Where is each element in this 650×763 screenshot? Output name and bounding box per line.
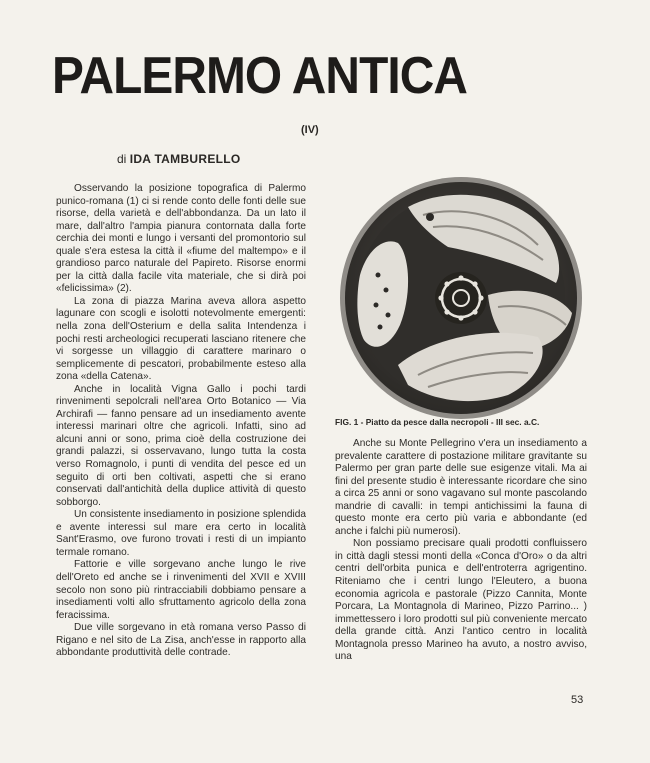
byline-prefix: di <box>117 152 127 166</box>
page-number: 53 <box>571 694 584 706</box>
paragraph: Osservando la posizione topografica di Palermo punico-romana (1) ci si rende conto delle fonti delle sue risorse, della varietà e dell'abbondanza. Da un lato il mare, dall'altro l'ampia pianura contornata dalla forte cerchia dei monti e lungo i versanti del promontorio sul quale s'era estesa la città il «fiume del maltempo» e il grandioso parco naturale del Papireto. Risorse enormi per la città dalla facile vita materiale, che si dirà poi «felicissima» (2). <box>56 183 306 295</box>
article-title: PALERMO ANTICA <box>52 47 468 105</box>
right-text-column <box>335 438 587 664</box>
paragraph: Anche in località Vigna Gallo i pochi tardi rinvenimenti sepolcrali nell'area Orto Botanico — Via Archirafi — fanno pensare ad un insediamento avente interessi marinari oltre che agricoli. Infatti, sino ad alcuni anni or sono, prima cioè della costruzione dei grandi palazzi, si osservavano, lungo tutta la costa verso Romagnolo, i punti di vendita del pesce ed un seguito di orti ben coltivati, aspetti che si erano conservati dall'antichità della duplice attività di questo sobborgo. <box>56 383 306 508</box>
paragraph: Fattorie e ville sorgevano anche lungo le rive dell'Oreto ed anche se i rinvenimenti del XVII e XVIII secolo non sono più rintracciabili dobbiamo pensare a insediamenti volti allo sfruttamento agricolo della zona feracissima. <box>56 559 306 621</box>
article-part-number: (IV) <box>301 124 319 136</box>
author-name: IDA TAMBURELLO <box>129 152 241 166</box>
byline <box>117 152 241 166</box>
left-text-column <box>56 183 306 660</box>
fish-plate-photo <box>338 175 584 421</box>
figure-caption: FIG. 1 - Piatto da pesce dalla necropoli - III sec. a.C. <box>335 417 540 427</box>
paragraph: La zona di piazza Marina aveva allora aspetto lagunare con scogli e isolotti notevolmente emergenti: nella zona dell'Osterium e della salita Intendenza i pochi resti archeologici recuperati lasciano ritenere che vi sorgesse un villaggio di carattere marinaro o semplicemente di pescatori, probabilmente esteso alla zona «della Catena». <box>56 295 306 383</box>
paragraph: Un consistente insediamento in posizione splendida e avente interessi sul mare era certo in località Sant'Erasmo, ove furono trovati i resti di un impianto termale romano. <box>56 509 306 558</box>
paragraph: Anche su Monte Pellegrino v'era un insediamento a prevalente carattere di postazione militare gravitante su Palermo per gran parte delle sue esigenze vitali. Ma ai fini del presente studio è interessante ricordare che sino a circa 25 anni or sono vagavano sul monte pascolando mandrie di cavalli: in tempi antichissimi la fauna di questo monte era certo più varia e abbondante (ed anche i falchi più numerosi). <box>335 438 587 537</box>
paragraph: Non possiamo precisare quali prodotti confluissero in città dagli stessi monti della «Conca d'Oro» o da altri centri dell'orbita punica e dell'entroterra agrigentino. Riteniamo che i centri lungo l'Eleutero, a buona economia agricola e pastorale (Pizzo Cannita, Monte Porcara, La Montagnola di Marineo, Pizzo Parrino... ) immettessero i loro prodotti sul più conveniente mercato della grande città. Anzi l'antico centro in località Montagnola presso Marineo ha avuto, a nostro avviso, una <box>335 538 587 663</box>
paragraph: Due ville sorgevano in età romana verso Passo di Rigano e nel sito de La Zisa, anch'esse in rapporto alla abbondante produttività delle contrade. <box>56 622 306 659</box>
